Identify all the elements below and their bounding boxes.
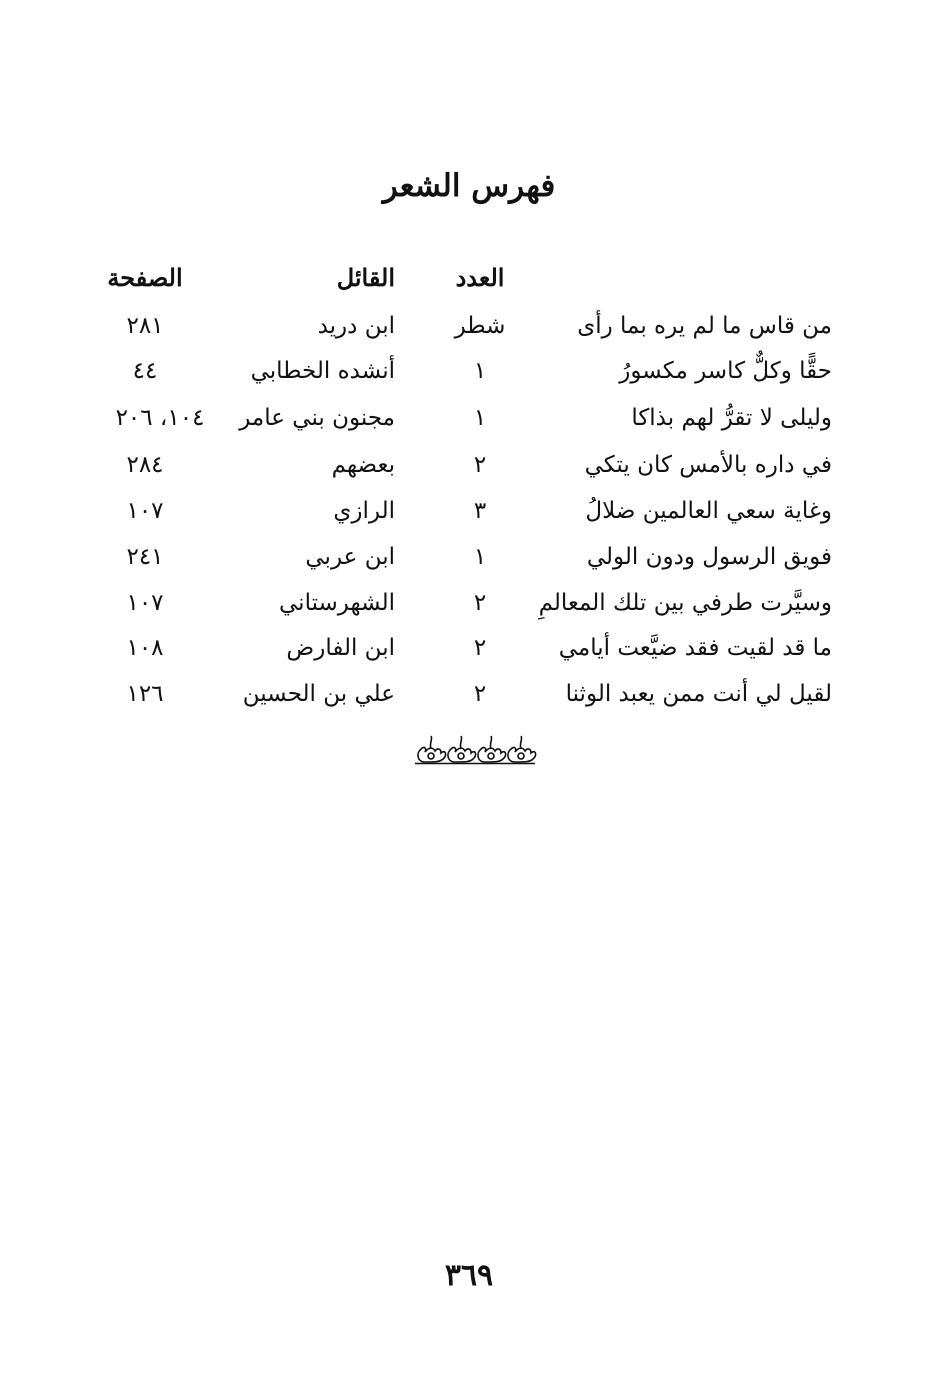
verse-count: ٢ <box>473 635 487 661</box>
page-ref: ١٠٧ <box>126 590 164 616</box>
poet-name: بعضهم <box>331 452 395 478</box>
page-ref: ٢٨١ <box>126 313 164 339</box>
poet-name: مجنون بني عامر <box>239 405 395 431</box>
verse-text: حقًّا وكلٌّ كاسر مكسورُ <box>619 358 832 384</box>
verse-text: وليلى لا تقرُّ لهم بذاكا <box>631 405 832 431</box>
poet-name: الرازي <box>333 498 395 524</box>
page-ref: ١٠٧ <box>126 498 164 524</box>
verse-text: من قاس ما لم يره بما رأى <box>577 313 832 339</box>
page-ref: ١٠٤، ٢٠٦ <box>115 405 205 431</box>
page-ref: ٢٨٤ <box>126 452 164 478</box>
page-title: فهرس الشعر <box>382 168 556 204</box>
poet-name: ابن الفارض <box>286 635 395 661</box>
verse-text: في داره بالأمس كان يتكي <box>584 452 832 478</box>
page-ref: ١٢٦ <box>126 681 164 707</box>
verse-count: ١ <box>473 358 487 384</box>
verse-count: ١ <box>473 544 487 570</box>
verse-count: ٢ <box>473 452 487 478</box>
verse-text: وغاية سعي العالمين ضلالُ <box>585 498 832 524</box>
page-ref: ٢٤١ <box>126 544 164 570</box>
verse-text: فويق الرسول ودون الولي <box>586 544 832 570</box>
verse-count: شطر <box>454 313 506 339</box>
verse-count: ١ <box>473 405 487 431</box>
poet-name: ابن دريد <box>317 313 395 339</box>
poet-name: أنشده الخطابي <box>250 358 395 384</box>
verse-count: ٢ <box>473 590 487 616</box>
decorative-ornament-icon <box>413 735 537 765</box>
header-count: العدد <box>455 263 505 292</box>
header-poet: القائل <box>336 263 395 292</box>
page-number: ٣٦٩ <box>444 1258 494 1293</box>
header-page: الصفحة <box>107 263 183 292</box>
verse-count: ٢ <box>473 681 487 707</box>
page-ref: ١٠٨ <box>126 635 164 661</box>
verse-text: لقيل لي أنت ممن يعبد الوثنا <box>565 681 832 707</box>
verse-text: ما قد لقيت فقد ضيَّعت أيامي <box>558 635 832 661</box>
poet-name: ابن عربي <box>305 544 395 570</box>
verse-text: وسيَّرت طرفي بين تلك المعالمِ <box>538 590 832 616</box>
poet-name: علي بن الحسين <box>242 681 395 707</box>
verse-count: ٣ <box>473 498 487 524</box>
page-ref: ٤٤ <box>132 358 158 384</box>
poet-name: الشهرستاني <box>279 590 395 616</box>
